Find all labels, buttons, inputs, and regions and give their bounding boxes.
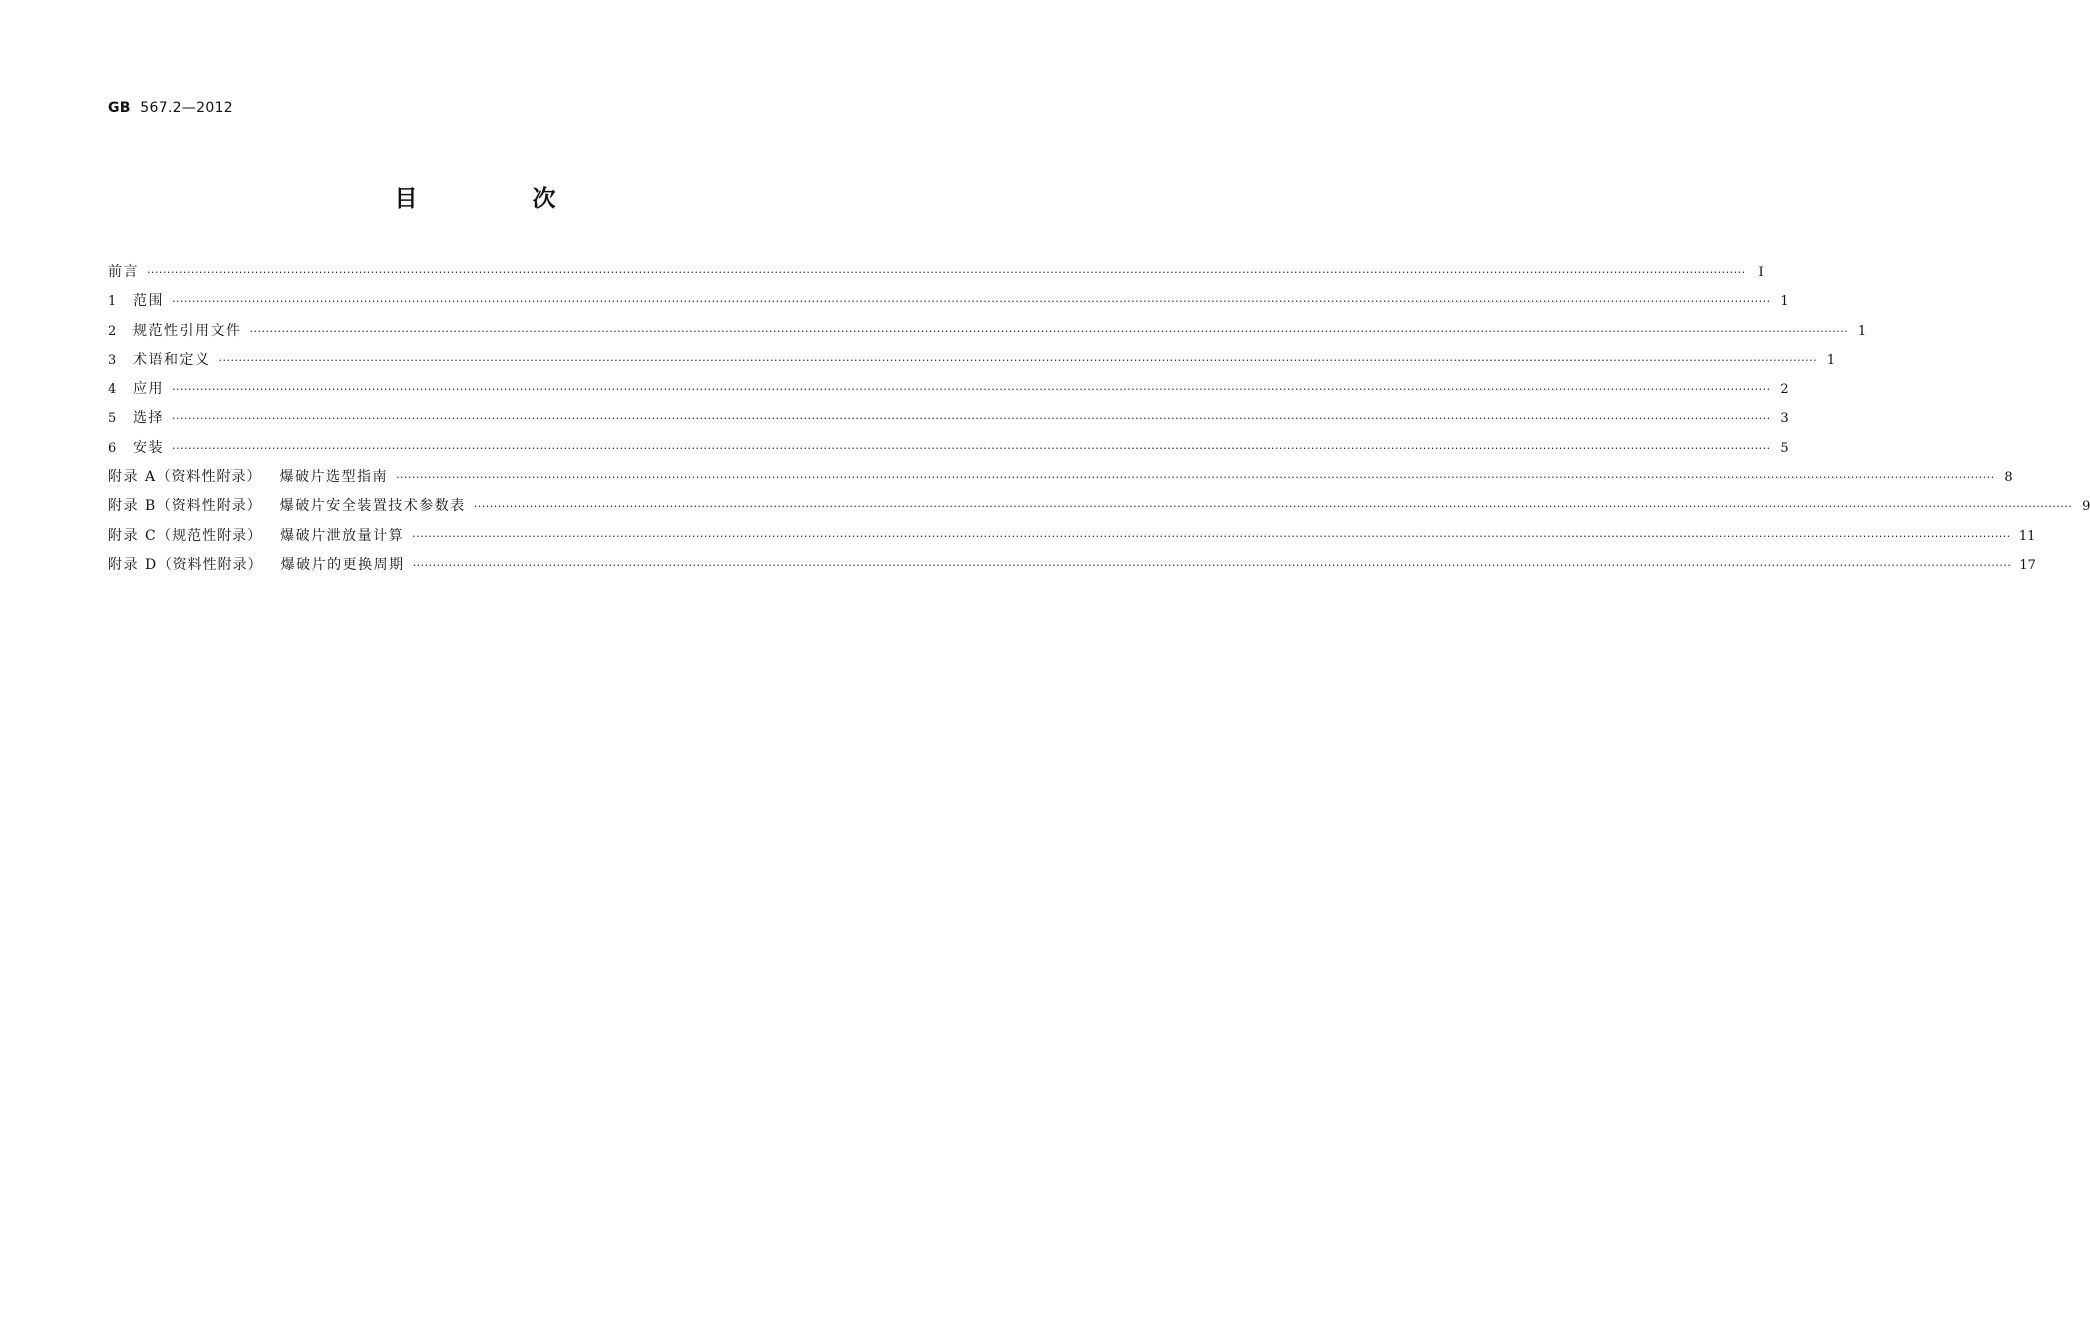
toc-leader-dots: ················································································································································································································································································································································································································ xyxy=(172,295,1771,309)
toc-appendix-type: （资料性附录） xyxy=(157,556,263,573)
toc-item-scope[interactable] xyxy=(108,287,1789,316)
toc-appendix-prefix: 附录 B xyxy=(108,498,157,515)
toc-item-title: 规范性引用文件 xyxy=(133,322,242,339)
toc-leader-dots: ················································································································································································································································································································································································································ xyxy=(412,558,2012,572)
toc-item-title: 前言 xyxy=(108,264,139,280)
toc-page-number: 3 xyxy=(1780,411,1789,427)
toc-page-number: 9 xyxy=(2082,499,2090,515)
toc-appendix-prefix: 附录 A xyxy=(108,469,157,486)
toc-item-appendix-b[interactable] xyxy=(108,492,2090,521)
toc-item-title: 爆破片选型指南 xyxy=(279,469,389,486)
toc-leader-dots: ················································································································································································································································································································································································································ xyxy=(396,471,1995,485)
toc-item-title: 范围 xyxy=(133,293,164,310)
toc-title: 目 次 xyxy=(394,186,602,212)
toc-item-appendix-a[interactable] xyxy=(108,463,2013,492)
toc-page-number: 8 xyxy=(2004,470,2013,486)
toc-appendix-prefix: 附录 C xyxy=(108,527,158,544)
toc-page-number: I xyxy=(1758,265,1764,280)
toc-leader-dots: ················································································································································································································································································································································································································ xyxy=(147,266,1746,279)
standard-code: GB xyxy=(108,100,131,116)
toc-item-appendix-d[interactable] xyxy=(108,551,2036,580)
standard-header xyxy=(108,100,233,116)
toc-item-appendix-c[interactable] xyxy=(108,522,2036,551)
toc-item-title: 爆破片安全装置技术参数表 xyxy=(279,498,466,515)
toc-appendix-type: （资料性附录） xyxy=(156,469,262,486)
toc-page-number: 17 xyxy=(2019,557,2036,573)
toc-appendix-prefix: 附录 D xyxy=(108,556,158,573)
toc-appendix-label xyxy=(108,492,466,521)
toc-appendix-type: （规范性附录） xyxy=(157,527,263,544)
toc-leader-dots: ················································································································································································································································································································································································································ xyxy=(249,324,1849,338)
toc-page-number: 2 xyxy=(1780,382,1789,398)
toc-leader-dots: ················································································································································································································································································································································································································ xyxy=(172,412,1771,426)
toc-item-title: 选择 xyxy=(133,410,164,427)
toc-leader-dots: ················································································································································································································································································································································································································ xyxy=(218,353,1818,367)
toc-item-terms-definitions[interactable] xyxy=(108,346,1836,375)
toc-page-number: 1 xyxy=(1857,323,1867,339)
toc-appendix-label xyxy=(108,551,405,580)
toc-leader-dots: ················································································································································································································································································································································································································ xyxy=(473,500,2073,514)
toc-page-number: 5 xyxy=(1780,440,1789,456)
toc-leader-dots: ················································································································································································································································································································································································································ xyxy=(172,383,1771,397)
standard-number: 567.2—2012 xyxy=(140,100,233,116)
toc-item-selection[interactable] xyxy=(108,404,1789,433)
toc-item-foreword[interactable] xyxy=(108,258,1764,287)
toc-item-installation[interactable] xyxy=(108,434,1789,463)
toc-item-number: 4 xyxy=(108,382,117,398)
toc-page-number: 11 xyxy=(2018,528,2036,544)
toc-leader-dots: ················································································································································································································································································································································································································ xyxy=(412,529,2011,543)
toc-leader-dots: ················································································································································································································································································································································································································ xyxy=(172,441,1771,455)
toc-item-number: 5 xyxy=(108,411,117,427)
toc-item-application[interactable] xyxy=(108,375,1789,404)
toc-item-title: 爆破片的更换周期 xyxy=(280,556,405,573)
toc-item-title: 术语和定义 xyxy=(133,351,211,368)
toc-item-title: 应用 xyxy=(133,381,164,398)
toc-item-number: 6 xyxy=(108,440,117,456)
toc-item-normative-references[interactable] xyxy=(108,317,1867,346)
toc-item-number: 2 xyxy=(108,323,117,339)
toc-item-title: 爆破片泄放量计算 xyxy=(280,527,405,544)
toc-appendix-label xyxy=(108,463,388,492)
toc-item-number: 1 xyxy=(108,294,117,310)
toc-page-number: 1 xyxy=(1826,352,1836,368)
toc-appendix-type: （资料性附录） xyxy=(156,498,262,515)
toc-item-title: 安装 xyxy=(133,439,164,456)
toc-item-number: 3 xyxy=(108,352,117,368)
table-of-contents xyxy=(108,258,2090,580)
toc-appendix-label xyxy=(108,522,404,551)
toc-page-number: 1 xyxy=(1780,294,1789,310)
